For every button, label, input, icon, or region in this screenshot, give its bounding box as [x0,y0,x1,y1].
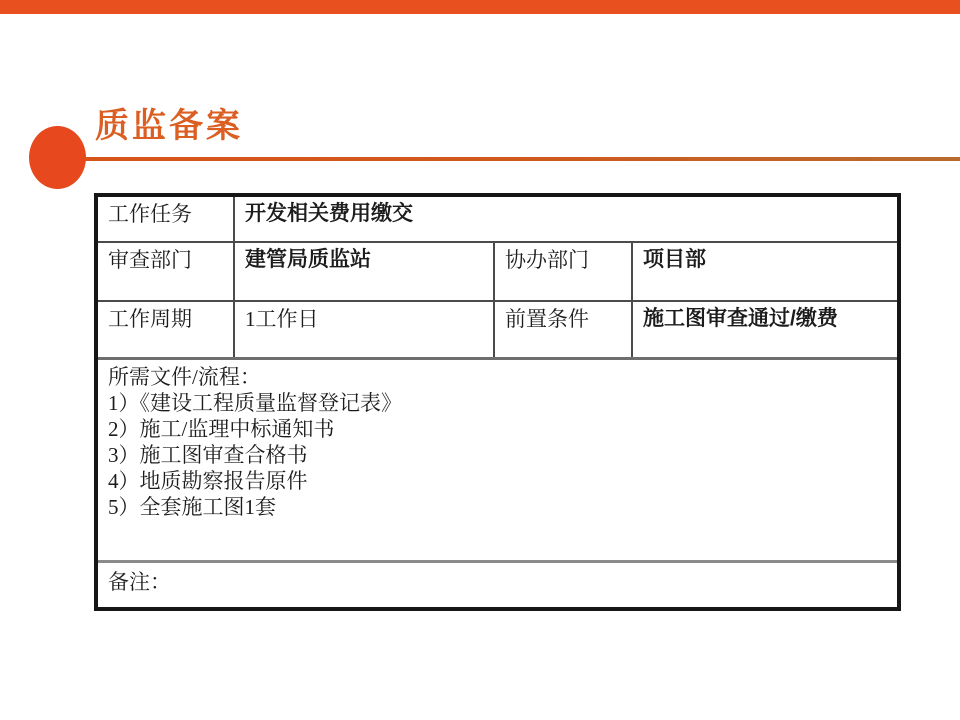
title-bullet-circle [29,126,86,189]
table-row-required-docs [96,359,899,562]
table-row-departments [96,242,899,301]
precondition-value: 施工图审查通过/缴费 [632,301,899,359]
notes-label: 备注： [96,562,899,610]
review-dept-label: 审查部门 [96,242,234,301]
work-task-value: 开发相关费用缴交 [234,195,899,242]
work-period-label: 工作周期 [96,301,234,359]
assist-dept-label: 协办部门 [494,242,632,301]
work-task-label: 工作任务 [96,195,234,242]
doc-item: 5）全套施工图1套 [108,495,276,519]
top-accent-bar [0,0,960,14]
table-row-notes [96,562,899,610]
info-table [94,193,901,611]
title-underline-rule [55,157,960,161]
doc-item: 4）地质勘察报告原件 [108,469,308,493]
doc-item: 3）施工图审查合格书 [108,443,308,467]
required-docs-cell [96,359,899,562]
doc-item: 2）施工/监理中标通知书 [108,417,335,441]
page-title: 质监备案 [95,107,243,145]
review-dept-value: 建管局质监站 [234,242,494,301]
docs-heading: 所需文件/流程： [108,365,261,389]
table-row-period [96,301,899,359]
precondition-label: 前置条件 [494,301,632,359]
table-row-task [96,195,899,242]
assist-dept-value: 项目部 [632,242,899,301]
doc-item: 1）《建设工程质量监督登记表》 [108,391,402,415]
work-period-value: 1工作日 [234,301,494,359]
